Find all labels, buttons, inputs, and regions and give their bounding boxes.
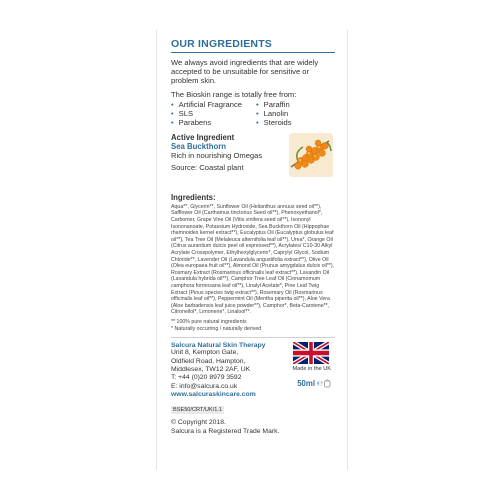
free-from-intro: The Bioskin range is totally free from: xyxy=(171,89,297,99)
copyright: © Copyright 2018. xyxy=(171,419,226,427)
label-content xyxy=(171,38,335,436)
berries-icon xyxy=(289,133,333,177)
active-name: Sea Buckthorn xyxy=(171,141,227,151)
free-from-item: • Paraffin xyxy=(256,100,335,109)
uk-flag-icon xyxy=(293,342,329,364)
free-from-item: • Parabens xyxy=(171,118,250,127)
volume: 50ml xyxy=(297,379,315,389)
product-code: BSE50/CRT/UK/1.1 xyxy=(173,407,223,414)
made-in-label: Made in the UK xyxy=(292,366,331,373)
company-block xyxy=(171,342,335,436)
email: E: info@salcura.co.uk xyxy=(171,382,238,390)
section-heading: OUR INGREDIENTS xyxy=(171,38,273,50)
svg-text:℮: ℮ xyxy=(317,379,323,388)
free-from-item: • Artificial Fragrance xyxy=(171,100,250,109)
address-line: Oldfield Road, Hampton, xyxy=(171,357,246,365)
active-description: Rich in nourishing Omegas xyxy=(171,150,263,160)
active-ingredient xyxy=(171,133,335,189)
free-from-item: • Lanolin xyxy=(256,109,335,118)
label-panel xyxy=(156,30,348,470)
free-from-item: • SLS xyxy=(171,109,250,118)
divider xyxy=(171,337,335,338)
company-name: Salcura Natural Skin Therapy xyxy=(171,342,266,350)
free-from-item: • Steroids xyxy=(256,118,335,127)
website-link[interactable]: www.salcuraskincare.com xyxy=(171,391,256,399)
estimated-sign-and-pao-icon xyxy=(317,378,331,389)
active-source: Source: Coastal plant xyxy=(171,163,244,173)
ingredients-list: Aqua**, Glycerin**, Sunflower Oil (Helianthus annuus seed oil**), Safflower Oil (Carthamus tinctorius Seed oil**), Phenoxyethanol*, Carbomer, Grape Vine Oil (Vitis vinifera seed oil**), Isononyl Isononanoate, Potassium Hydroxide, Sea Buckthorn Oil (Hippophae rhamnoides kernel extract**), Eucalyptus Oil (Eucalyptus globulus leaf oil**), Tea Tree Oil (Melaleuca alternifolia leaf oil**), Urea*, Orange Oil (Citrus aurantium dulcis peel oil expressed**), Acrylates/ C10-30 Alkyl Acrylate Crosspolymer, Ethylhexylglycerin*, Caprylyl Glycol, Sodium Chloride**, Lavender Oil (Lavandula angustifolia extract**), Olive Oil (Olea europaea fruit oil**), Almond Oil (Prunus amygdalus dulcis oil**), Rosmary Extract (Rosmarinus officinalis leaf extract**), Lavandin Oil (Lavandula hybrida oil**), Camphor Tree Leaf Oil (Cinnamomum camphora formosana leaf oil**), Linalyl Acetate*, Pine Leaf Twig Extract (Pinus species twig extract**), Rosemary Oil (Rosmarinus officinalis leaf oil**), Peppermint Oil (Mentha piperita oil**), Aloe Vera (Aloe barbadensis leaf juice powder**), Camphor*, Beta-Carotene**, Citronellol*, Limonene*, Linalool**. xyxy=(171,203,335,316)
ingredient-note: * Naturally occurring / naturally derived xyxy=(171,325,262,332)
heading-rule xyxy=(171,52,335,53)
phone: T: +44 (0)20 8979 3592 xyxy=(171,374,242,382)
address-line: Middlesex, TW12 2AF, UK xyxy=(171,365,251,373)
sea-buckthorn-image xyxy=(289,133,333,177)
free-from-list xyxy=(171,100,335,127)
ingredient-note: ** 100% pure natural ingredients xyxy=(171,318,247,325)
active-label: Active Ingredient xyxy=(171,132,235,142)
intro-text: We always avoid ingredients that are widely accepted to be unsuitable for sensitive or problem skin. xyxy=(171,58,319,86)
address-line: Unit 8, Kempton Gate, xyxy=(171,349,239,357)
ingredients-heading: Ingredients: xyxy=(171,192,216,202)
trademark: Salcura is a Registered Trade Mark. xyxy=(171,427,280,435)
